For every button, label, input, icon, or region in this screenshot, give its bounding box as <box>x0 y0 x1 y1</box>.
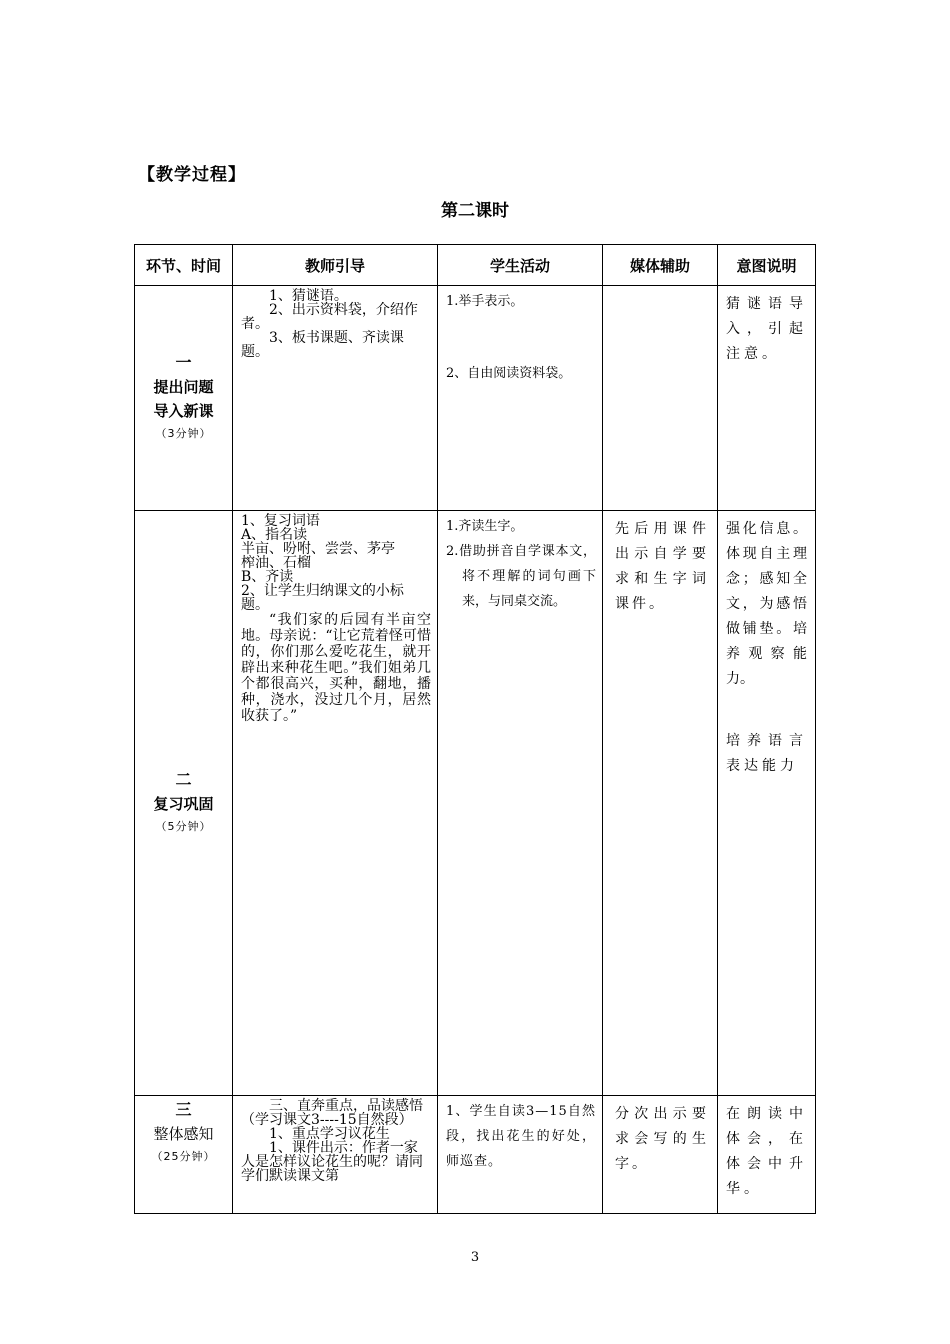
stage-name: 整体感知 <box>153 1125 214 1143</box>
table-row <box>135 1096 816 1214</box>
stage-number: 二 <box>175 770 192 789</box>
teacher-cell <box>233 511 438 1096</box>
table-header-row <box>135 245 816 286</box>
student-cell <box>438 1096 603 1214</box>
teacher-line: 半亩、吩咐、尝尝、茅亭 <box>241 541 395 557</box>
student-line: 1.举手表示。 <box>446 294 524 309</box>
intent-line: 在朗读中体会，在体会中升华。 <box>726 1106 807 1197</box>
table-row <box>135 286 816 511</box>
intent-cell <box>718 511 816 1096</box>
media-cell: 先后用课件出示自学要求和生字词课件。 <box>603 511 718 1096</box>
teacher-line: 榨油、石榴 <box>241 555 311 571</box>
intent-cell <box>718 286 816 511</box>
stage-time: （3分钟） <box>155 427 212 440</box>
stage-name: 导入新课 <box>153 402 214 420</box>
table-row <box>135 511 816 1096</box>
teacher-line: 2、出示资料袋，介绍作者。 <box>241 302 418 332</box>
student-line: 1.齐读生字。 <box>446 519 524 534</box>
teacher-line: 3、板书课题、齐读课题。 <box>241 330 404 360</box>
intent-line: 猜谜语导入，引起注意。 <box>726 296 807 362</box>
intent-line: 强化信息。体现自主理念；感知全文，为感悟做铺垫。培养观察能力。 <box>726 521 807 687</box>
intent-line: 培养语言表达能力 <box>726 733 807 774</box>
header-teacher: 教师引导 <box>233 245 438 286</box>
stage-time: （5分钟） <box>155 820 212 833</box>
media-cell <box>603 286 718 511</box>
student-line: 1、学生自读3—15自然段，找出花生的好处，师巡查。 <box>446 1104 596 1169</box>
student-cell <box>438 511 603 1096</box>
teacher-line: 1、重点学习议花生 <box>269 1126 390 1142</box>
teacher-line: 三、直奔重点，品读感悟（学习课文3----15自然段） <box>241 1098 423 1128</box>
page-number: 3 <box>470 1250 480 1265</box>
stage-cell <box>135 286 233 511</box>
teacher-cell <box>233 1096 438 1214</box>
stage-name: 提出问题 <box>153 378 214 396</box>
teacher-line: A、指名读 <box>241 527 308 543</box>
intent-cell <box>718 1096 816 1214</box>
student-line: 2、自由阅读资料袋。 <box>446 366 572 381</box>
header-student: 学生活动 <box>438 245 603 286</box>
media-cell: 分次出示要求会写的生字。 <box>603 1096 718 1214</box>
stage-number: 一 <box>175 353 192 372</box>
stage-cell <box>135 511 233 1096</box>
header-intent: 意图说明 <box>718 245 816 286</box>
lesson-subtitle: 第二课时 <box>441 201 509 221</box>
lesson-plan-table <box>134 244 816 1214</box>
student-cell <box>438 286 603 511</box>
student-line: 2.借助拼音自学课本文，将不理解的词句画下来，与同桌交流。 <box>446 544 596 609</box>
teacher-line: 1、课件出示：作者一家人是怎样议论花生的呢？请同学们默读课文第 <box>241 1140 423 1184</box>
teacher-cell <box>233 286 438 511</box>
header-media: 媒体辅助 <box>603 245 718 286</box>
teacher-line: B、齐读 <box>241 569 294 585</box>
teacher-line: 1、猜谜语。 <box>269 288 348 304</box>
stage-time: （25分钟） <box>151 1150 216 1163</box>
section-heading: 【教学过程】 <box>138 165 246 185</box>
stage-number: 三 <box>175 1100 192 1119</box>
teacher-line: 2、让学生归纳课文的小标题。 <box>241 583 404 613</box>
stage-name: 复习巩固 <box>153 795 214 813</box>
teacher-quote: “我们家的后园有半亩空地。母亲说：“让它荒着怪可惜的，你们那么爱吃花生，就开辟出来种花生吧。”我们姐弟几个都很高兴，买种，翻地，播种，浇水，没过几个月，居然收获了。” <box>241 612 431 724</box>
teacher-line: 1、复习词语 <box>241 513 320 529</box>
stage-cell <box>135 1096 233 1214</box>
header-stage: 环节、时间 <box>135 245 233 286</box>
